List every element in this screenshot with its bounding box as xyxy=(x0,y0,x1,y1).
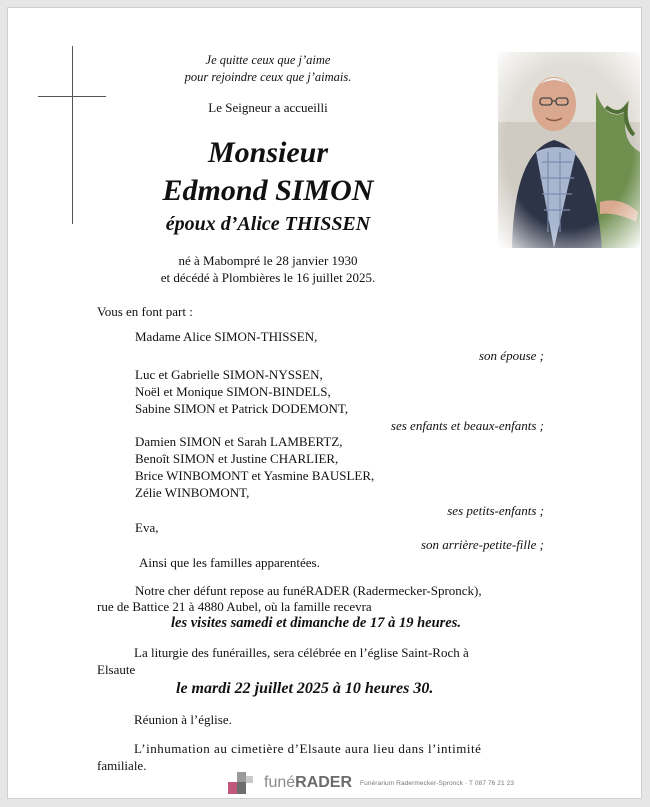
role-great-grandchild: son arrière-petite-fille ; xyxy=(421,537,544,552)
footer-logo xyxy=(228,772,514,794)
spouse-line: époux d’Alice THISSEN xyxy=(165,213,371,235)
family-wife: Madame Alice SIMON-THISSEN, xyxy=(135,329,318,344)
liturgy-line2: Elsaute xyxy=(97,662,136,677)
burial-line1: L’inhumation au cimetière d’Elsaute aura lieu dans l’intimité xyxy=(134,741,482,756)
intro-line: Vous en font part : xyxy=(97,304,193,319)
birth-death xyxy=(118,252,418,286)
family-child: Luc et Gabrielle SIMON-NYSSEN, xyxy=(135,367,323,382)
role-children: ses enfants et beaux-enfants ; xyxy=(390,418,544,433)
visit-paragraph xyxy=(105,582,561,599)
family-grandchild: Zélie WINBOMONT, xyxy=(135,485,250,500)
family-great-grandchild: Eva, xyxy=(135,520,159,535)
family-grandchild: Damien SIMON et Sarah LAMBERTZ, xyxy=(135,434,343,449)
footer-brand xyxy=(264,774,352,792)
funerader-logo-icon xyxy=(228,772,256,794)
burial-line2: familiale. xyxy=(97,758,147,773)
seigneur-line: Le Seigneur a accueilli xyxy=(208,100,328,115)
portrait-illustration xyxy=(498,52,640,248)
death-line: et décédé à Plombières le 16 juillet 2025. xyxy=(160,270,376,285)
family-child: Sabine SIMON et Patrick DODEMONT, xyxy=(135,401,349,416)
birth-line: né à Mabompré le 28 janvier 1930 xyxy=(178,253,358,268)
epitaph-line: pour rejoindre ceux que j’aimais. xyxy=(184,70,352,84)
title-monsieur: Monsieur xyxy=(207,136,329,169)
footer-info: Funérarium Radermecker-Spronck · T 087 76 21 23 xyxy=(360,779,515,787)
role-grandchildren: ses petits-enfants ; xyxy=(447,503,544,518)
cross-horizontal xyxy=(38,96,106,97)
family-child: Noël et Monique SIMON-BINDELS, xyxy=(135,384,331,399)
epitaph-line: Je quitte ceux que j’aime xyxy=(205,53,331,67)
obituary-card xyxy=(7,7,642,799)
visit-line1: Notre cher défunt repose au funéRADER (Radermecker-Spronck), xyxy=(135,583,482,598)
brand-bold: RADER xyxy=(295,774,353,791)
family-grandchild: Benoît SIMON et Justine CHARLIER, xyxy=(135,451,339,466)
epitaph xyxy=(158,52,378,86)
cross-vertical xyxy=(72,46,73,224)
liturgy-line1: La liturgie des funérailles, sera célébrée en l’église Saint-Roch à xyxy=(134,645,469,660)
brand-light: funé xyxy=(264,774,296,791)
role-wife: son épouse ; xyxy=(479,348,544,363)
deceased-name: Edmond SIMON xyxy=(162,174,374,207)
reunion-line: Réunion à l’église. xyxy=(134,712,232,727)
family-grandchild: Brice WINBOMONT et Yasmine BAUSLER, xyxy=(135,468,375,483)
visit-hours: les visites samedi et dimanche de 17 à 19 heures. xyxy=(171,615,461,631)
portrait-photo xyxy=(498,52,640,248)
relatives-line: Ainsi que les familles apparentées. xyxy=(139,555,320,570)
visit-line2: rue de Battice 21 à 4880 Aubel, où la famille recevra xyxy=(97,599,372,614)
liturgy-date: le mardi 22 juillet 2025 à 10 heures 30. xyxy=(176,680,434,697)
